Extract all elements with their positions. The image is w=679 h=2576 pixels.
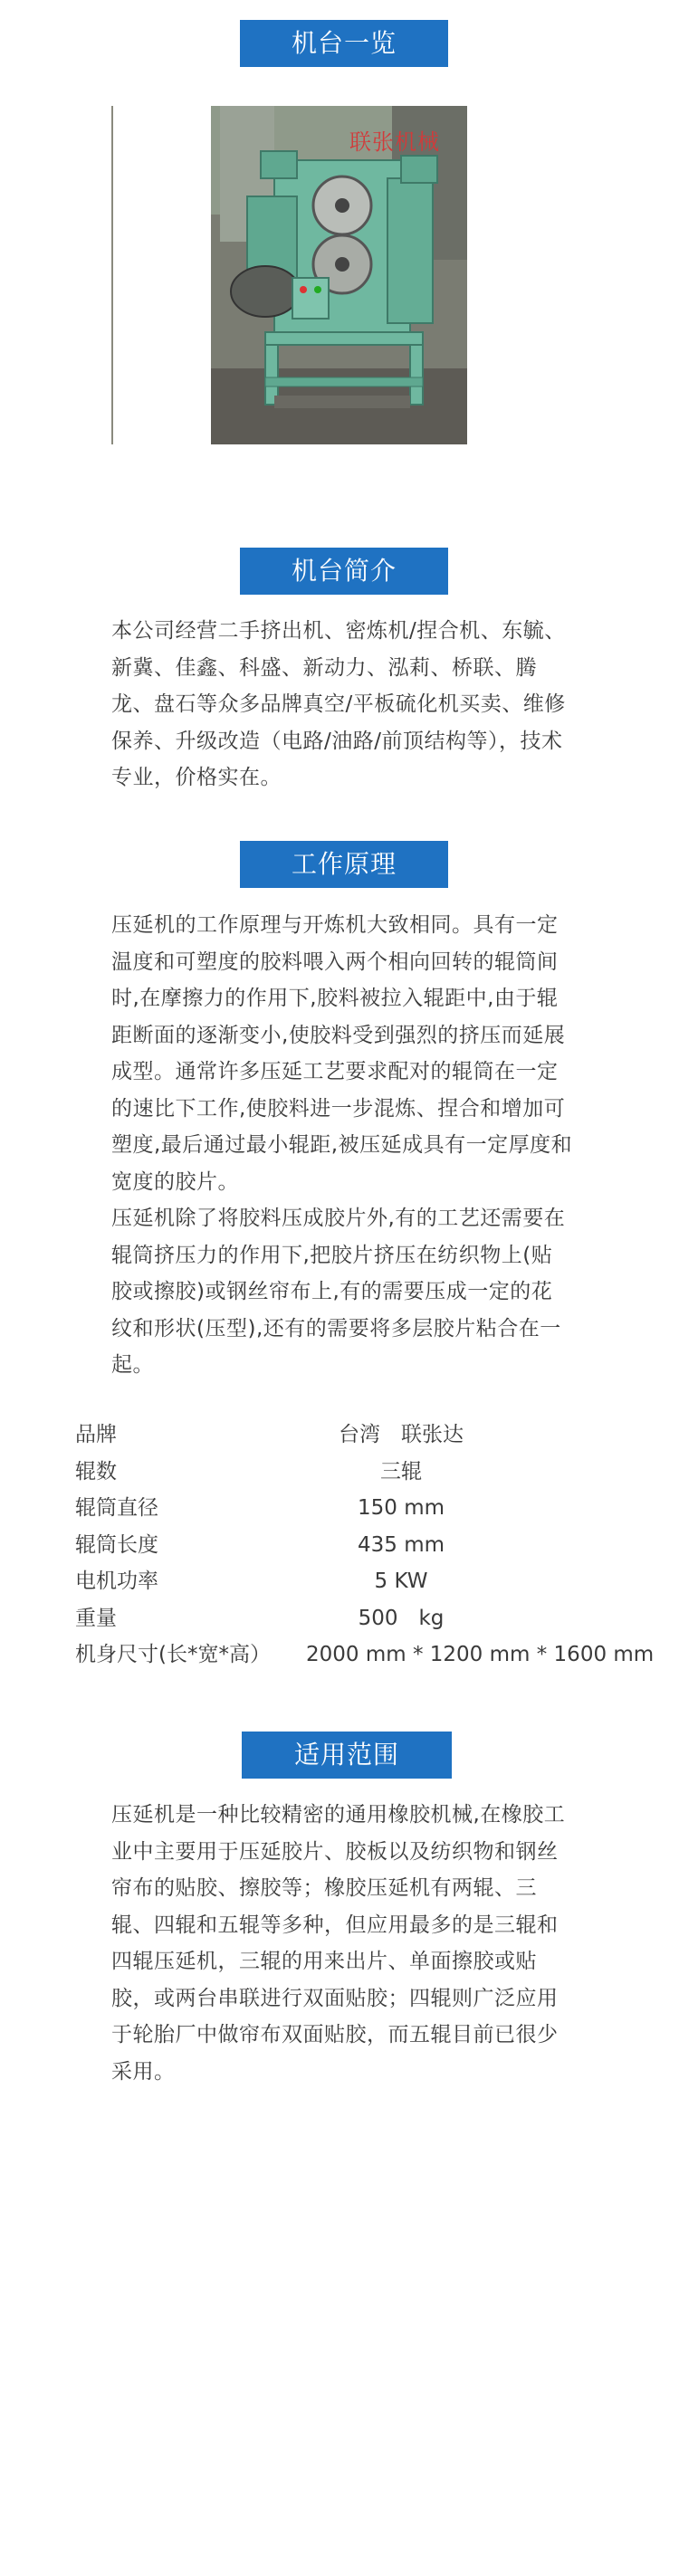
- spec-value: 500 kg: [358, 1606, 445, 1630]
- spec-row-length: [75, 1527, 673, 1564]
- spec-row-rolls: [75, 1454, 673, 1491]
- overview-title-banner: [240, 20, 448, 67]
- principle-paragraph-2: 压延机除了将胶料压成胶片外,有的工艺还需要在辊筒挤压力的作用下,把胶片挤压在纺织物上(贴胶或擦胶)或钢丝帘布上,有的需要压成一定的花纹和形状(压型),还有的需要将多层胶片粘合在一起。: [111, 1207, 566, 1377]
- intro-text: [111, 613, 573, 797]
- spec-label: 辊数: [75, 1459, 117, 1484]
- intro-title: 机台简介: [291, 556, 397, 586]
- principle-title: 工作原理: [291, 849, 397, 879]
- principle-text: [111, 907, 573, 1384]
- spec-row-weight: [75, 1600, 673, 1637]
- spec-label: 品牌: [75, 1423, 117, 1446]
- spec-label: 辊筒直径: [75, 1496, 158, 1520]
- spec-list: [75, 1417, 673, 1674]
- intro-paragraph: 本公司经营二手挤出机、密炼机/捏合机、东毓、新冀、佳鑫、科盛、新动力、泓莉、桥联、腾龙、盘石等众多品牌真空/平板硫化机买卖、维修保养、升级改造（电路/油路/前顶结构等），技术专业，价格实在。: [111, 619, 566, 789]
- photo-watermark: 联张机械: [349, 129, 440, 155]
- principle-title-banner: [240, 841, 448, 888]
- spec-value: 2000 mm * 1200 mm * 1600 mm: [306, 1643, 655, 1666]
- spec-label: 辊筒长度: [75, 1532, 158, 1557]
- scope-title: 适用范围: [293, 1740, 399, 1770]
- spec-row-power: [75, 1563, 673, 1600]
- spec-value: 5 KW: [374, 1569, 428, 1593]
- intro-title-banner: [240, 548, 448, 595]
- spec-value: 台湾 联张达: [339, 1423, 464, 1446]
- scope-title-banner: [242, 1732, 452, 1779]
- spec-row-diameter: [75, 1490, 673, 1527]
- spec-value: 150 mm: [357, 1496, 445, 1520]
- scope-text: [111, 1797, 573, 2090]
- spec-label: 电机功率: [75, 1569, 158, 1593]
- scope-paragraph: 压延机是一种比较精密的通用橡胶机械,在橡胶工业中主要用于压延胶片、胶板以及纺织物和钢丝帘布的贴胶、擦胶等；橡胶压延机有两辊、三辊、四辊和五辊等多种，但应用最多的是三辊和四辊压延机，三辊的用来出片、单面擦胶或贴胶，或两台串联进行双面贴胶；四辊则广泛应用于轮胎厂中做帘布双面贴胶，而五辊目前已很少采用。: [111, 1803, 566, 2084]
- spec-label: 重量: [75, 1606, 117, 1630]
- principle-paragraph-1: 压延机的工作原理与开炼机大致相同。具有一定温度和可塑度的胶料喂入两个相向回转的辊筒间时,在摩擦力的作用下,胶料被拉入辊距中,由于辊距断面的逐渐变小,使胶料受到强烈的挤压而延展成型。通常许多压延工艺要求配对的辊筒在一定的速比下工作,使胶料进一步混炼、捏合和增加可塑度,最后通过最小辊距,被压延成具有一定厚度和宽度的胶片。: [111, 913, 573, 1194]
- photo-divider-line: [111, 106, 113, 444]
- spec-value: 三辊: [380, 1459, 422, 1484]
- machine-photo: [211, 106, 467, 444]
- spec-row-dimensions: [75, 1636, 673, 1674]
- spec-value: 435 mm: [357, 1532, 445, 1557]
- calender-machine-illustration: [211, 106, 467, 444]
- overview-title: 机台一览: [291, 28, 397, 58]
- spec-row-brand: [75, 1417, 673, 1454]
- spec-label: 机身尺寸(长*宽*高）: [75, 1643, 271, 1666]
